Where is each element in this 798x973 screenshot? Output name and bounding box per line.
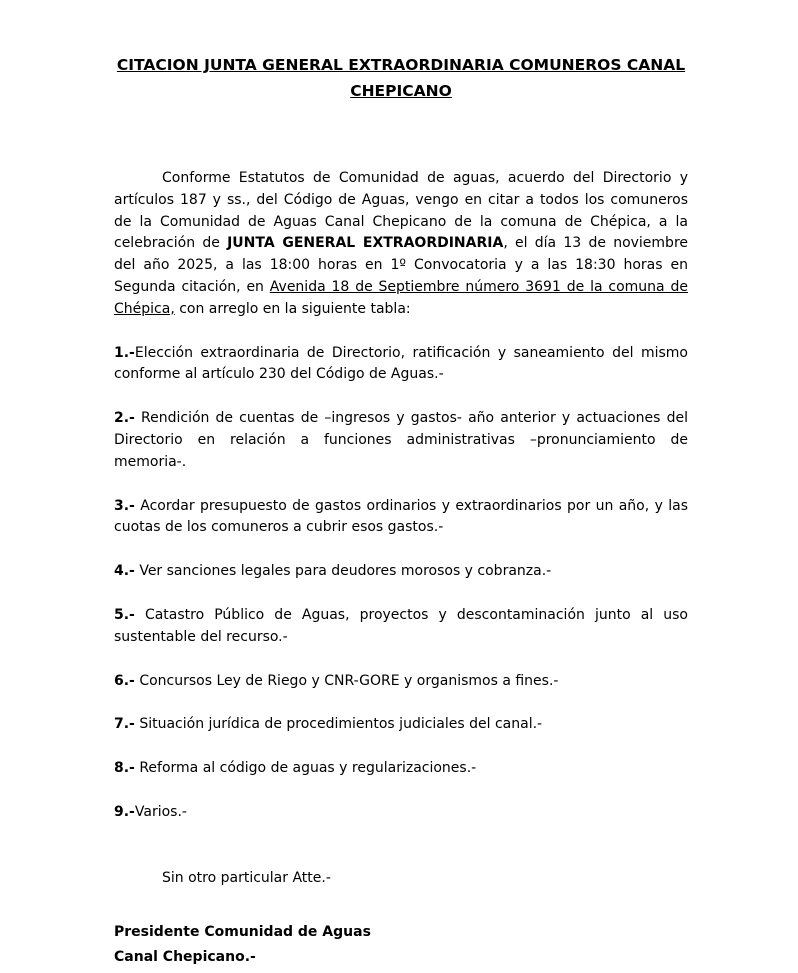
agenda-item-2	[114, 408, 688, 473]
agenda-item-4-number: 4.-	[114, 563, 135, 580]
agenda-item-9	[114, 802, 688, 824]
intro-paragraph	[114, 168, 688, 321]
signature-block	[114, 920, 688, 970]
agenda-item-9-text: Varios.-	[134, 803, 187, 820]
agenda-item-1-number: 1.-	[114, 344, 135, 361]
agenda-item-5	[114, 605, 688, 649]
intro-text-2: , el día 13 de noviembre del año 2025, a las 18:00 horas en 1º Convocatoria y a las 18:30 horas en Segunda citación, en	[114, 235, 689, 295]
agenda-item-7	[114, 714, 688, 736]
document-title: CITACION JUNTA GENERAL EXTRAORDINARIA COMUNEROS CANAL CHEPICANO	[116, 56, 686, 100]
agenda-item-4-text: Ver sanciones legales para deudores morosos y cobranza.-	[134, 563, 552, 580]
agenda-item-1-text: Elección extraordinaria de Directorio, ratificación y saneamiento del mismo conforme al artículo 230 del Código de Aguas.-	[114, 344, 688, 383]
intro-meeting-name-bold: JUNTA GENERAL EXTRAORDINARIA	[227, 235, 504, 252]
agenda-item-8	[114, 758, 688, 780]
signature-line-1: Presidente Comunidad de Aguas	[114, 923, 371, 940]
agenda-item-3-number: 3.-	[114, 497, 135, 514]
signature-line-2: Canal Chepicano.-	[114, 948, 256, 965]
intro-address-underlined: Avenida 18 de Septiembre número 3691 de la comuna de Chépica,	[114, 278, 688, 317]
agenda-item-7-number: 7.-	[114, 716, 135, 733]
intro-text-1: Conforme Estatutos de Comunidad de aguas, acuerdo del Directorio y artículos 187 y ss., del Código de Aguas, vengo en citar a todos los comuneros de la Comunidad de Aguas Canal Chepicano de la comuna de Chépica, a la celebración de	[114, 170, 688, 252]
agenda-item-3-text: Acordar presupuesto de gastos ordinarios y extraordinarios por un año, y las cuotas de los comuneros a cubrir esos gastos.-	[114, 497, 688, 536]
agenda-item-2-text: Rendición de cuentas de –ingresos y gastos- año anterior y actuaciones del Directorio en relación a funciones administrativas –pronunciamiento de memoria-.	[114, 410, 688, 470]
intro-text-3: con arreglo en la siguiente tabla:	[174, 300, 411, 317]
agenda-item-6	[114, 671, 688, 693]
closing-line: Sin otro particular Atte.-	[162, 869, 331, 886]
agenda-item-5-text: Catastro Público de Aguas, proyectos y descontaminación junto al uso sustentable del recurso.-	[114, 606, 688, 645]
agenda-item-5-number: 5.-	[114, 606, 135, 623]
agenda-item-3	[114, 496, 688, 540]
agenda-item-7-text: Situación jurídica de procedimientos judiciales del canal.-	[134, 716, 543, 733]
agenda-item-4	[114, 561, 688, 583]
agenda-item-9-number: 9.-	[114, 803, 135, 820]
agenda-item-6-text: Concursos Ley de Riego y CNR-GORE y organismos a fines.-	[134, 672, 559, 689]
agenda-item-2-number: 2.-	[114, 410, 135, 427]
agenda-item-6-number: 6.-	[114, 672, 135, 689]
agenda-item-8-text: Reforma al código de aguas y regularizaciones.-	[134, 760, 477, 777]
agenda-item-1	[114, 343, 688, 387]
agenda-item-8-number: 8.-	[114, 760, 135, 777]
